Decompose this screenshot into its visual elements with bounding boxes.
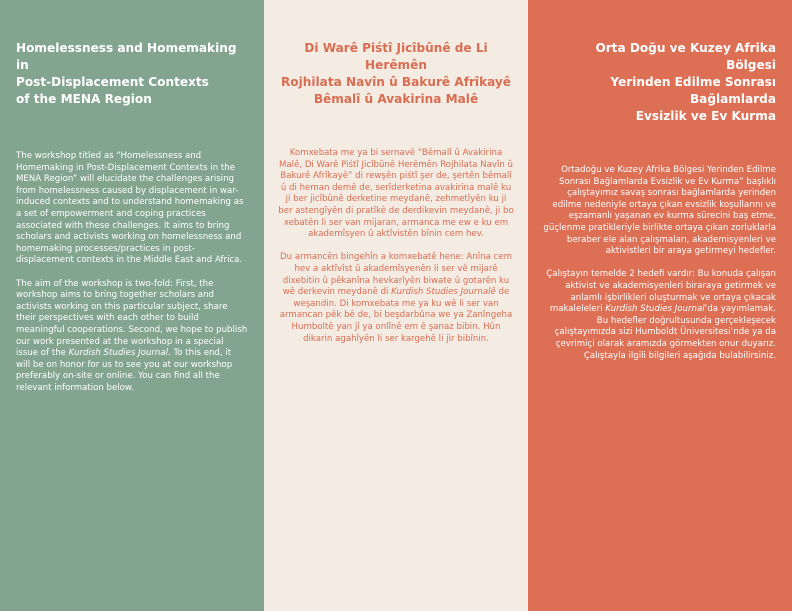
kurdish-title xyxy=(278,40,514,108)
journal-name: Kurdish Studies Journal xyxy=(605,304,705,315)
turkish-paragraph-2 xyxy=(542,269,776,362)
english-title-line: Post-Displacement Contexts xyxy=(16,75,209,89)
english-paragraph-2-text: The aim of the workshop is two-fold: First, the workshop aims to bring together scholars and activists working on this particular subject, share their perspectives with each other to build meaningful cooperations. Second, we hope to publish our work presented at the workshop in a special issue of the xyxy=(16,278,248,359)
journal-name: Kurdish Studies Journalê xyxy=(391,287,496,298)
english-paragraph-2-text: . To this end, it will be on honor for us to see you at our workshop preferably on-site or online. You can find all the relevant information below. xyxy=(16,348,233,393)
turkish-title xyxy=(542,40,776,125)
turkish-title-line: Orta Doğu ve Kuzey Afrika Bölgesi xyxy=(595,41,776,72)
english-body xyxy=(16,151,248,394)
kurdish-title-line: Di Warê Piśtî Jicîbûnê de Li Herêmên xyxy=(304,41,488,72)
turkish-title-line: Evsizlik ve Ev Kurma xyxy=(635,109,776,123)
kurdish-title-line: Rojhilata Navîn û Bakurê Afrîkayê xyxy=(281,75,511,89)
kurdish-body xyxy=(278,148,514,345)
english-title xyxy=(16,40,248,108)
english-title-line: of the MENA Region xyxy=(16,92,152,106)
english-column xyxy=(0,0,264,611)
kurdish-column xyxy=(264,0,528,611)
turkish-title-line: Yerinden Edilme Sonrası Bağlamlarda xyxy=(610,75,776,106)
turkish-paragraph-2-text: ’da yayımlamak. Bu hedefler doğrultusunda gerçekleşecek çalıştayımızda sizi Humboldt Üniversitesi’nde ya da çevrimiçi olarak aramızda görmekten onur duyarız. Çalıştayla ilgili bilgileri aşağıda bulabilirsiniz. xyxy=(554,304,776,361)
kurdish-paragraph-2-text: Du armancên bingehîn a komxebatê hene: Anîna cem hev a aktîvîst û akademîsyenên li ser vê mijarê dixebitin û pêkanîna hevkarîyên biwate û gotarên ku wê derkevin meydanê di xyxy=(280,252,512,298)
turkish-column xyxy=(528,0,792,611)
journal-name: Kurdish Studies Journal xyxy=(68,348,169,359)
turkish-body xyxy=(542,165,776,362)
turkish-paragraph-1: Ortadoğu ve Kuzey Afrika Bölgesi Yerinden Edilme Sonrası Bağlamlarda Evsizlik ve Ev Kurma” başlıklı çalıştayımız savaş sonrası bağlamlarda yerinden edilme nedeniyle ortaya çıkan evsizlik koşullarını ve eşzamanlı yaşanan ev kurma sürecini baş etme, güçlenme pratikleriyle birlikte ortaya çıkan zorluklarla beraber ele alan çalışmaları, akademisyenleri ve aktivistleri bir araya getirmeyi hedefler. xyxy=(543,165,776,257)
english-paragraph-1: The workshop titled as “Homelessness and Homemaking in Post-Displacement Contexts in the MENA Region” will elucidate the challenges arising from homelessness caused by displacement in war-induced contexts and to understand homemaking as a set of empowerment and coping practices associated with these challenges. It aims to bring scholars and activists working on homelessness and homemaking processes/practices in post-displacement contexts in the Middle East and Africa. xyxy=(16,151,244,266)
kurdish-title-line: Bêmalî û Avakirina Malê xyxy=(313,92,479,106)
english-title-line: Homelessness and Homemaking in xyxy=(16,41,237,72)
kurdish-paragraph-2-text: de weşandin. Di komxebata me ya ku wê li ser van armancan pêk bê de, bi beşdarbûna we ya Zanîngeha Humboltê yan jî ya onlînê em ê şanaz bibin. Hûn dikarin agahîyên li ser kargehê li jìr bibînin. xyxy=(279,287,513,344)
kurdish-paragraph-1: Komxebata me ya bi sernavê “Bêmalî û Avakirina Malê, Di Warê Piśtî Jicîbûnê Herêmên Rojhilata Navîn û Bakurê Afrîkayê” di rewşên piśtî şer de, şertên bêmalî û di heman demê de, serîderketina avakirina malê ku ji ber jicîbûnê derketine meydanê, zehmetîyên ku ji ber astengîyên di pratîkê de derdikevin meydanê, ji bo xebatên li ser van mijaran, armanca me ew e ku em akademîsyen û aktîvistên bînin cem hev. xyxy=(278,148,514,240)
english-paragraph-2 xyxy=(16,279,248,395)
turkish-paragraph-2-text: Çalıştayın temelde 2 hedefi vardır: Bu konuda çalışan aktivist ve akademisyenleri biraraya getirmek ve anlamlı işbirlikleri oluşturmak ve ortaya çıkacak makaleleleri xyxy=(546,269,776,315)
kurdish-paragraph-2 xyxy=(278,252,514,345)
